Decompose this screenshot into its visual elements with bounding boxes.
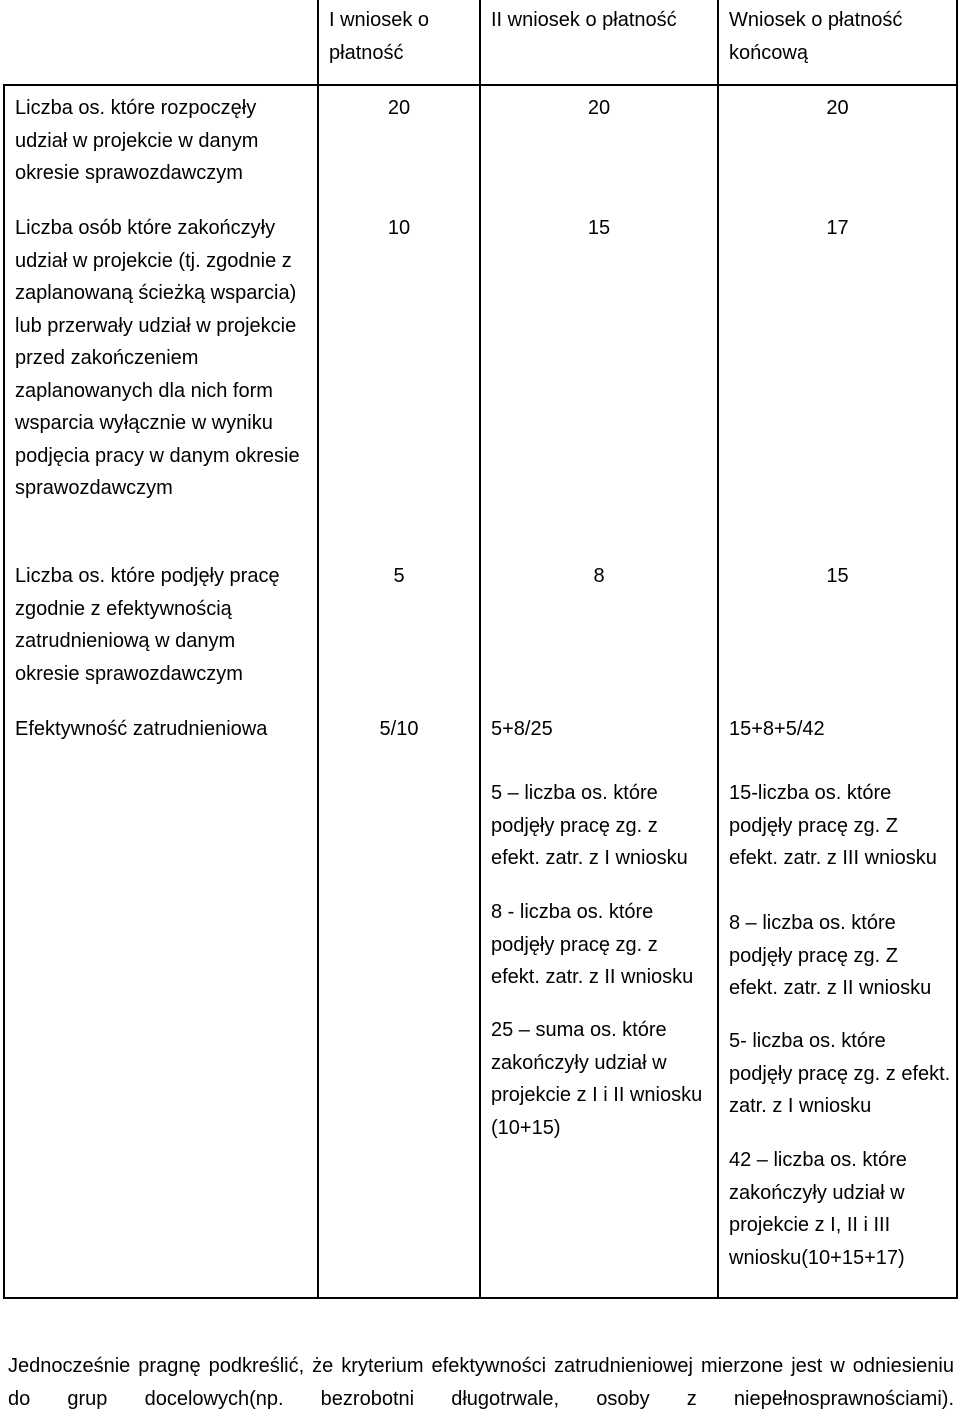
cell-started-first: 20 bbox=[387, 97, 411, 119]
note-col2-second-request: 8 - liczba os. które podjęły pracę zg. z efekt. zatr. z II wniosku bbox=[491, 901, 694, 988]
header-final-payment-request: Wniosek o płatność końcową bbox=[729, 9, 903, 64]
note-col3-second-request: 8 – liczba os. które podjęły pracę zg. Z efekt. zatr. z II wniosku bbox=[729, 912, 932, 999]
note-col3-third-request: 15-liczba os. które podjęły pracę zg. Z efekt. zatr. z III wniosku bbox=[729, 782, 937, 869]
header-second-payment-request: II wniosek o płatność bbox=[491, 9, 677, 31]
row-label-started: Liczba os. które rozpoczęły udział w projekcie w danym okresie sprawozdawczym bbox=[15, 97, 259, 184]
table-divider-col1 bbox=[317, 0, 319, 1299]
table-bottom-rule bbox=[3, 1297, 958, 1299]
note-col3-first-request: 5- liczba os. które podjęły pracę zg. z efekt. zatr. z I wniosku bbox=[729, 1030, 951, 1117]
table-divider-col3 bbox=[717, 0, 719, 1299]
table-right-border bbox=[956, 0, 958, 1299]
row-label-efficiency: Efektywność zatrudnieniowa bbox=[15, 718, 268, 740]
cell-efficiency-first: 5/10 bbox=[379, 718, 419, 740]
note-col2-sum: 25 – suma os. które zakończyły udział w projekcie z I i II wniosku (10+15) bbox=[491, 1019, 703, 1139]
cell-employed-second: 8 bbox=[593, 565, 605, 587]
note-col2-first-request: 5 – liczba os. które podjęły pracę zg. z efekt. zatr. z I wniosku bbox=[491, 782, 688, 869]
row-label-completed: Liczba osób które zakończyły udział w projekcie (tj. zgodnie z zaplanowaną ścieżką wsparcia) lub przerwały udział w projekcie przed zakończeniem zaplanowanych dla nich form wsparcia wyłącznie w wyniku podjęcia pracy w danym okresie sprawozdawczym bbox=[15, 217, 300, 499]
cell-employed-final: 15 bbox=[826, 565, 849, 587]
cell-efficiency-final: 15+8+5/42 bbox=[729, 718, 825, 740]
table-left-border bbox=[3, 84, 5, 1299]
row-label-employed: Liczba os. które podjęły pracę zgodnie z efektywnością zatrudnieniową w danym okresie sprawozdawczym bbox=[15, 565, 280, 685]
table-divider-col2 bbox=[479, 0, 481, 1299]
footer-paragraph: Jednocześnie pragnę podkreślić, że kryterium efektywności zatrudnieniowej mierzone jest w odniesieniu do grup docelowych(np. bezrobotni długotrwale, osoby z niepełnosprawnościami). bbox=[8, 1355, 954, 1410]
cell-started-second: 20 bbox=[587, 97, 611, 119]
cell-completed-second: 15 bbox=[587, 217, 611, 239]
cell-efficiency-second: 5+8/25 bbox=[491, 718, 553, 740]
table-header-rule bbox=[3, 84, 958, 86]
cell-completed-first: 10 bbox=[387, 217, 411, 239]
cell-started-final: 20 bbox=[826, 97, 849, 119]
cell-completed-final: 17 bbox=[826, 217, 849, 239]
note-col3-sum: 42 – liczba os. które zakończyły udział w projekcie z I, II i III wniosku(10+15+17) bbox=[729, 1149, 907, 1269]
cell-employed-first: 5 bbox=[393, 565, 405, 587]
header-first-payment-request: I wniosek o płatność bbox=[329, 9, 430, 64]
